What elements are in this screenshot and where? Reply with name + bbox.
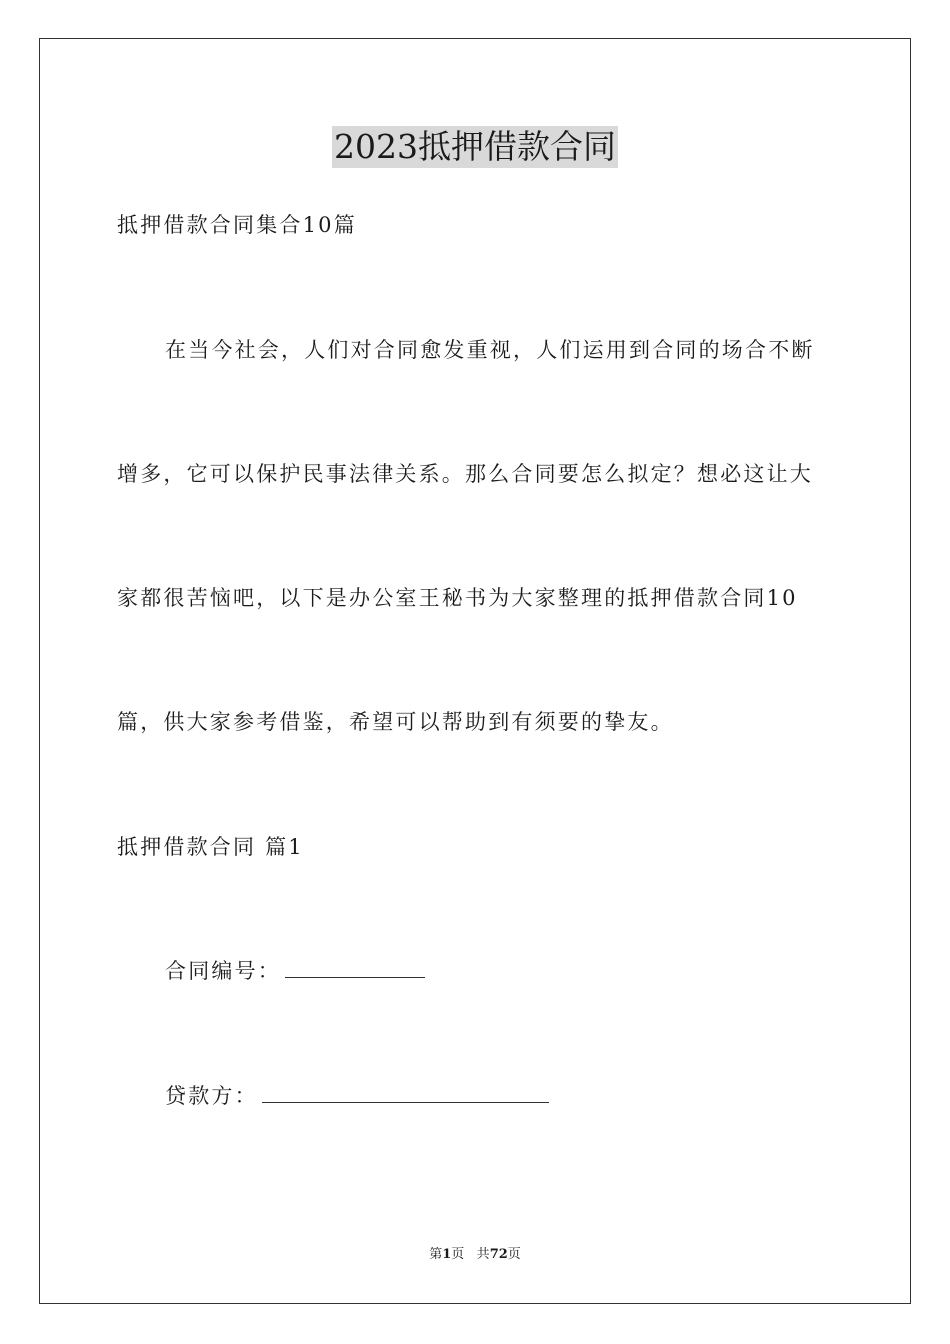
section-heading: 抵押借款合同 篇1: [117, 835, 304, 859]
intro-line-2: 增多，它可以保护民事法律关系。那么合同要怎么拟定？想必这让大: [117, 462, 813, 486]
footer-total-pages: 72: [489, 1247, 508, 1262]
lender-blank: [262, 1082, 549, 1103]
lender-field: [165, 1081, 549, 1111]
lender-label: 贷款方：: [165, 1084, 258, 1108]
contract-number-label: 合同编号：: [165, 959, 281, 983]
intro-line-4: 篇，供大家参考借鉴，希望可以帮助到有须要的挚友。: [117, 710, 674, 734]
contract-number-blank: [285, 957, 425, 978]
page-footer: [0, 1246, 950, 1264]
document-subtitle: 抵押借款合同集合10篇: [117, 213, 357, 237]
document-title: 2023抵押借款合同: [334, 127, 616, 166]
title-container: [0, 126, 950, 168]
footer-page-prefix: 第: [429, 1247, 443, 1262]
contract-number-field: [165, 956, 425, 986]
footer-total-suffix: 页: [507, 1247, 521, 1262]
footer-page-number: 1: [442, 1247, 452, 1262]
intro-line-3: 家都很苦恼吧，以下是办公室王秘书为大家整理的抵押借款合同10: [117, 586, 798, 610]
footer-total-prefix: 共: [476, 1247, 490, 1262]
footer-page-suffix: 页: [451, 1247, 465, 1262]
intro-line-1: 在当今社会，人们对合同愈发重视，人们运用到合同的场合不断: [165, 338, 815, 362]
